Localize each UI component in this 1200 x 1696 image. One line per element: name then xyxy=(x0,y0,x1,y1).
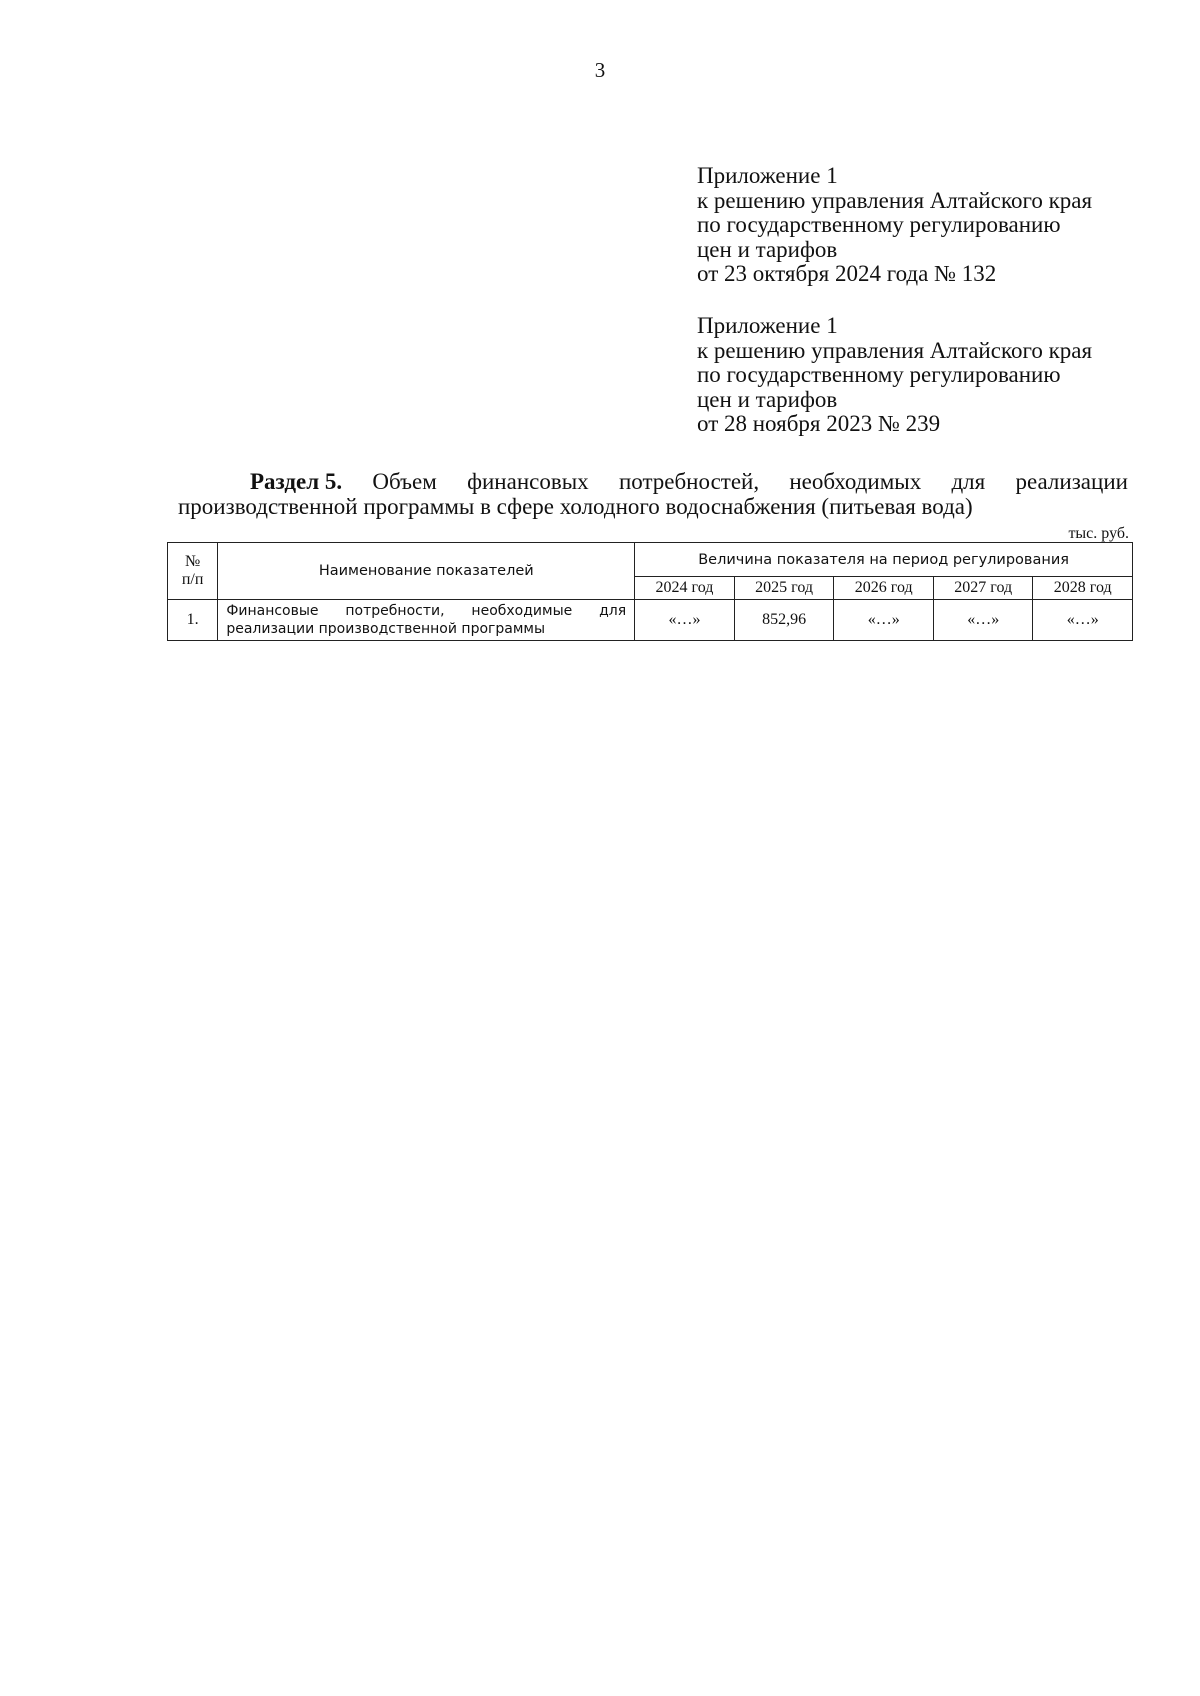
table-header-row xyxy=(168,543,1133,577)
table-row xyxy=(168,600,1133,641)
appendix-line: цен и тарифов xyxy=(697,386,838,412)
section-heading-line2: производственной программы в сфере холодного водоснабжения (питьевая вода) xyxy=(178,494,973,519)
appendix-title: Приложение 1 xyxy=(697,163,838,188)
appendix-date: от 23 октября 2024 года № 132 xyxy=(697,261,997,286)
heading-word: финансовых xyxy=(467,469,589,494)
heading-word: потребностей, xyxy=(618,469,760,494)
row-value-2027: «…» xyxy=(933,600,1032,641)
appendix-block-current xyxy=(697,164,1092,287)
appendix-line: к решению управления Алтайского края xyxy=(697,337,1093,363)
header-year-2025: 2025 год xyxy=(734,577,834,600)
header-num-symbol: № xyxy=(185,553,201,570)
header-name-cell: Наименование показателей xyxy=(218,543,635,600)
section-label: Раздел 5. xyxy=(250,469,343,494)
header-num-abbr: п/п xyxy=(181,571,204,588)
row-name-line2: реализации производственной программы xyxy=(226,621,546,637)
units-label: тыс. руб. xyxy=(1068,525,1129,542)
appendix-title: Приложение 1 xyxy=(697,313,838,338)
header-year-2026: 2026 год xyxy=(834,577,933,600)
row-name-word: Финансовые xyxy=(226,603,319,619)
row-name-word: потребности, xyxy=(345,603,445,619)
appendix-line: цен и тарифов xyxy=(697,236,838,262)
section-heading xyxy=(178,469,1128,519)
section-heading-line1 xyxy=(178,469,1128,494)
row-name-word: необходимые xyxy=(471,603,573,619)
row-value-2024: «…» xyxy=(635,600,734,641)
row-name-cell xyxy=(218,600,635,641)
header-year-2028: 2028 год xyxy=(1033,577,1133,600)
heading-word: реализации xyxy=(1015,469,1128,494)
header-num-cell xyxy=(168,543,218,600)
appendix-line: по государственному регулированию xyxy=(697,362,1061,387)
header-period-cell: Величина показателя на период регулирования xyxy=(635,543,1133,577)
row-value-2028: «…» xyxy=(1033,600,1133,641)
financial-needs-table xyxy=(167,542,1133,641)
appendix-date: от 28 ноября 2023 № 239 xyxy=(697,411,941,436)
appendix-line: к решению управления Алтайского края xyxy=(697,187,1093,213)
heading-word: необходимых xyxy=(789,469,922,494)
page-number: 3 xyxy=(594,58,606,82)
row-value-2025: 852,96 xyxy=(734,600,834,641)
appendix-block-original xyxy=(697,314,1092,437)
header-year-2027: 2027 год xyxy=(933,577,1032,600)
row-name-word: для xyxy=(599,603,627,619)
header-year-2024: 2024 год xyxy=(635,577,734,600)
appendix-line: по государственному регулированию xyxy=(697,212,1061,237)
row-value-2026: «…» xyxy=(834,600,933,641)
row-name-line1 xyxy=(226,602,626,620)
heading-word: для xyxy=(951,469,986,494)
heading-word: Объем xyxy=(372,469,437,494)
row-num-cell: 1. xyxy=(168,600,218,641)
